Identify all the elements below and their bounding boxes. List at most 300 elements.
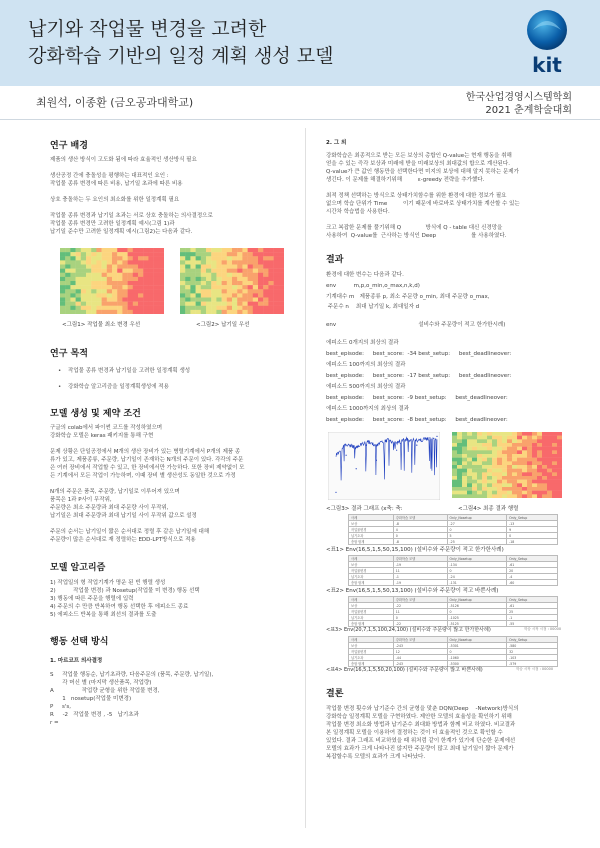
heatmap-cell	[107, 256, 112, 260]
heatmap-cell	[237, 248, 242, 252]
heatmap-cell	[201, 252, 206, 256]
heatmap-cell	[81, 260, 86, 264]
heatmap-cell	[487, 454, 492, 458]
heatmap-cell	[452, 439, 457, 443]
heatmap-cell	[112, 277, 117, 281]
heatmap-cell	[552, 461, 557, 465]
heatmap-cell	[512, 450, 517, 454]
heatmap-cell	[81, 306, 86, 310]
heatmap-cell	[138, 289, 143, 293]
heatmap-cell	[492, 454, 497, 458]
heatmap-cell	[227, 277, 232, 281]
table-cell: 4	[393, 527, 447, 533]
heatmap-cell	[227, 310, 232, 314]
heatmap-cell	[253, 277, 258, 281]
heatmap-cell	[60, 273, 65, 277]
heatmap-cell	[138, 298, 143, 302]
heatmap-cell	[497, 439, 502, 443]
heatmap-cell	[96, 265, 101, 269]
table-cell: 작업물변경	[349, 568, 394, 574]
heatmap-cell	[154, 256, 159, 260]
heatmap-cell	[242, 273, 247, 277]
heatmap-cell	[148, 269, 153, 273]
heatmap-cell	[122, 256, 127, 260]
heatmap-cell	[253, 248, 258, 252]
heatmap-cell	[482, 458, 487, 462]
heatmap-cell	[196, 269, 201, 273]
heatmap-cell	[107, 269, 112, 273]
heatmap-cell	[482, 461, 487, 465]
table-cell: 11	[393, 609, 447, 615]
model-p1a: 구글의 colab에서 파이썬 코드를 작성하였으며	[50, 425, 163, 431]
heatmap-cell	[206, 277, 211, 281]
heatmap-cell	[206, 306, 211, 310]
heatmap-cell	[122, 252, 127, 256]
heatmap-cell	[253, 265, 258, 269]
table-cell: 작업물변경	[349, 649, 394, 655]
heatmap-cell	[497, 483, 502, 487]
heatmap-cell	[60, 285, 65, 289]
heatmap-cell	[532, 447, 537, 451]
heatmap-cell	[206, 293, 211, 297]
heatmap-cell	[502, 447, 507, 451]
heatmap-cell	[537, 483, 542, 487]
heatmap-cell	[452, 480, 457, 484]
heatmap-cell	[190, 306, 195, 310]
heatmap-cell	[65, 269, 70, 273]
heatmap-cell	[216, 269, 221, 273]
heatmap-cell	[185, 277, 190, 281]
heatmap-cell	[467, 447, 472, 451]
heatmap-cell	[467, 439, 472, 443]
heatmap-cell	[522, 450, 527, 454]
heatmap-cell	[216, 302, 221, 306]
heatmap-cell	[472, 494, 477, 498]
heatmap-cell	[242, 281, 247, 285]
heatmap-cell	[222, 277, 227, 281]
heatmap-cell	[507, 480, 512, 484]
heatmap-cell	[76, 293, 81, 297]
heatmap-cell	[206, 310, 211, 314]
heatmap-cell	[487, 465, 492, 469]
heatmap-cell	[91, 302, 96, 306]
heatmap-cell	[482, 491, 487, 495]
heatmap-cell	[477, 458, 482, 462]
table-cell: Only_Setup	[507, 556, 558, 562]
policy-p1b: 얻을 수 있는 즉각 보상과 미래에 받을 미래보상의 최대값의 합으로 계산된다.	[326, 161, 510, 167]
table-cell: -5301	[447, 643, 507, 649]
table-cell: 11	[393, 568, 447, 574]
heatmap-cell	[472, 458, 477, 462]
heatmap-cell	[253, 310, 258, 314]
heatmap-cell	[487, 480, 492, 484]
university-logo	[516, 6, 578, 80]
heatmap-cell	[148, 252, 153, 256]
heatmap-cell	[462, 443, 467, 447]
heatmap-cell	[206, 298, 211, 302]
heatmap-cell	[180, 252, 185, 256]
algorithm-step1: 1) 작업일의 형 작업기계가 명운 된 빈 행렬 생성	[50, 580, 166, 586]
heatmap-cell	[557, 461, 562, 465]
heatmap-cell	[507, 458, 512, 462]
heatmap-cell	[60, 281, 65, 285]
heatmap-cell	[86, 310, 91, 314]
heatmap-cell	[532, 491, 537, 495]
table-cell: -8	[393, 521, 447, 527]
table2-caption: <표2> Env(16,5,1,5,50,13,100) (설비수와 주문량이 적고 바쁜사례)	[326, 588, 499, 594]
action-line6: R -2 작업물 변경 , -5 납기초과	[50, 712, 139, 718]
heatmap-cell	[91, 273, 96, 277]
heatmap-cell	[242, 252, 247, 256]
model-p3d: 납기일은 최대 주문량과 최대 납기일 사이 무작위 값으로 설정	[50, 513, 197, 519]
heatmap-cell	[557, 494, 562, 498]
heatmap-cell	[122, 298, 127, 302]
heatmap-cell	[532, 436, 537, 440]
heatmap-cell	[452, 469, 457, 473]
heatmap-cell	[91, 289, 96, 293]
heatmap-cell	[227, 306, 232, 310]
heatmap-cell	[537, 447, 542, 451]
heatmap-cell	[547, 491, 552, 495]
heatmap-cell	[227, 248, 232, 252]
model-p1b: 강화학습 모델은 keras 패키지를 통해 구현	[50, 433, 154, 439]
heatmap-cell	[527, 465, 532, 469]
heatmap-cell	[532, 458, 537, 462]
heatmap-cell	[222, 248, 227, 252]
heatmap-cell	[91, 285, 96, 289]
heatmap-cell	[248, 269, 253, 273]
heatmap-cell	[138, 256, 143, 260]
heatmap-cell	[547, 480, 552, 484]
heatmap-cell	[507, 454, 512, 458]
heatmap-cell	[457, 432, 462, 436]
heatmap-cell	[552, 436, 557, 440]
heatmap-cell	[159, 252, 164, 256]
heatmap-cell	[542, 454, 547, 458]
heatmap-cell	[522, 476, 527, 480]
policy-p1a: 강화학습은 최종적으로 받는 모든 보상의 총합인 Q-value는 현재 행동을 취해	[326, 153, 512, 159]
heatmap-cell	[472, 472, 477, 476]
heatmap-cell	[185, 260, 190, 264]
heatmap-cell	[477, 469, 482, 473]
heatmap-cell	[112, 293, 117, 297]
heatmap-cell	[542, 450, 547, 454]
heatmap-cell	[128, 252, 133, 256]
heatmap-cell	[512, 487, 517, 491]
heatmap-cell	[190, 269, 195, 273]
heatmap-cell	[487, 472, 492, 476]
heatmap-final-result	[452, 432, 562, 498]
heatmap-cell	[507, 491, 512, 495]
heatmap-cell	[274, 248, 279, 252]
heatmap-cell	[211, 289, 216, 293]
heatmap-cell	[128, 248, 133, 252]
heatmap-cell	[452, 461, 457, 465]
heatmap-cell	[537, 443, 542, 447]
heatmap-cell	[482, 469, 487, 473]
heatmap-cell	[206, 281, 211, 285]
model-p3c: 주문량은 최소 주문량과 최대 주문량 사이 무작위,	[50, 505, 169, 511]
conclusion-c5: 있었다. 결과 그래프 비교하였을 때 위처럼 같이 한계가 있기에 단순한 문제에선	[326, 738, 516, 744]
heatmap-cell	[547, 469, 552, 473]
heatmap-cell	[507, 472, 512, 476]
heatmap-cell	[138, 269, 143, 273]
heatmap-cell	[190, 256, 195, 260]
heatmap-cell	[492, 447, 497, 451]
heatmap-cell	[216, 289, 221, 293]
heatmap-cell	[527, 487, 532, 491]
heatmap-cell	[268, 260, 273, 264]
heatmap-cell	[237, 273, 242, 277]
heatmap-cell	[274, 302, 279, 306]
chart-point	[386, 441, 387, 442]
heatmap-cell	[138, 306, 143, 310]
heatmap-cell	[517, 450, 522, 454]
heatmap-cell	[242, 277, 247, 281]
heatmap-cell	[65, 302, 70, 306]
heatmap-cell	[222, 273, 227, 277]
action-line7: r =	[50, 720, 59, 726]
heatmap-cell	[522, 458, 527, 462]
heatmap-cell	[185, 265, 190, 269]
heatmap-cell	[148, 265, 153, 269]
section-algorithm-title: 모델 알고리즘	[50, 563, 106, 573]
heatmap-cell	[211, 285, 216, 289]
heatmap-cell	[552, 472, 557, 476]
heatmap-cell	[91, 281, 96, 285]
heatmap-cell	[487, 494, 492, 498]
heatmap-cell	[527, 450, 532, 454]
heatmap-cell	[492, 436, 497, 440]
heatmap-cell	[263, 260, 268, 264]
heatmap-cell	[492, 476, 497, 480]
table-cell: 납기초과	[349, 533, 394, 539]
heatmap-cell	[467, 465, 472, 469]
table-cell: -1025	[447, 615, 507, 621]
heatmap-cell	[117, 269, 122, 273]
heatmap-cell	[497, 447, 502, 451]
action-line3: A 작업량 균형을 위한 작업물 변경,	[50, 688, 160, 694]
table3-note: 학습 시작 시점 : 00000	[524, 627, 562, 631]
heatmap-cell	[206, 256, 211, 260]
heatmap-cell	[517, 487, 522, 491]
heatmap-cell	[81, 248, 86, 252]
table-cell: -1060	[447, 655, 507, 661]
heatmap-cell	[216, 256, 221, 260]
heatmap-cell	[76, 302, 81, 306]
heatmap-cell	[248, 260, 253, 264]
background-para4b: 작업물 종류 변경만 고려한 일정계획 예시(그림 1)과	[50, 221, 175, 227]
heatmap-cell	[96, 277, 101, 281]
section-model-title: 모델 생성 및 제약 조건	[50, 409, 141, 419]
heatmap-cell	[122, 306, 127, 310]
heatmap-cell	[201, 273, 206, 277]
heatmap-cell	[552, 469, 557, 473]
heatmap-cell	[527, 491, 532, 495]
heatmap-cell	[492, 461, 497, 465]
heatmap-cell	[492, 465, 497, 469]
heatmap-cell	[547, 487, 552, 491]
heatmap-cell	[274, 306, 279, 310]
heatmap-cell	[467, 472, 472, 476]
table-cell: -24	[447, 574, 507, 580]
heatmap-cell	[457, 476, 462, 480]
heatmap-cell	[216, 277, 221, 281]
heatmap-cell	[148, 310, 153, 314]
heatmap-cell	[507, 465, 512, 469]
heatmap-cell	[467, 454, 472, 458]
heatmap-cell	[237, 269, 242, 273]
heatmap-cell	[143, 289, 148, 293]
heatmap-cell	[70, 252, 75, 256]
heatmap-cell	[482, 432, 487, 436]
heatmap-cell	[201, 310, 206, 314]
heatmap-cell	[263, 306, 268, 310]
heatmap-cell	[211, 269, 216, 273]
heatmap-cell	[122, 289, 127, 293]
heatmap-cell	[180, 293, 185, 297]
heatmap-cell	[227, 289, 232, 293]
heatmap-cell	[542, 432, 547, 436]
heatmap-cell	[196, 265, 201, 269]
heatmap-cell	[497, 436, 502, 440]
table-cell: -55	[507, 621, 558, 627]
heatmap-cell	[472, 454, 477, 458]
heatmap-cell	[180, 256, 185, 260]
heatmap-cell	[502, 483, 507, 487]
heatmap-cell	[457, 487, 462, 491]
heatmap-cell	[502, 476, 507, 480]
heatmap-cell	[552, 483, 557, 487]
heatmap-cell	[472, 450, 477, 454]
heatmap-cell	[507, 436, 512, 440]
heatmap-cell	[517, 494, 522, 498]
heatmap-setup-min	[60, 248, 164, 314]
heatmap-cell	[154, 306, 159, 310]
heatmap-cell	[452, 494, 457, 498]
table-cell: 0	[447, 527, 507, 533]
heatmap-cell	[457, 439, 462, 443]
heatmap-cell	[148, 289, 153, 293]
heatmap-cell	[492, 443, 497, 447]
heatmap-cell	[211, 260, 216, 264]
heatmap-cell	[492, 487, 497, 491]
policy-p3a: 크고 복잡한 문제를 풀기위해 Q 방식에 Q - table 대신 신경망을	[326, 225, 503, 231]
heatmap-cell	[477, 487, 482, 491]
heatmap-cell	[81, 285, 86, 289]
heatmap-cell	[467, 458, 472, 462]
heatmap-cell	[527, 439, 532, 443]
heatmap-cell	[268, 265, 273, 269]
table-cell: -19	[393, 580, 447, 586]
heatmap-cell	[237, 289, 242, 293]
heatmap-cell	[227, 260, 232, 264]
heatmap-cell	[91, 306, 96, 310]
heatmap-cell	[133, 248, 138, 252]
heatmap-cell	[457, 469, 462, 473]
heatmap-cell	[274, 310, 279, 314]
heatmap-cell	[232, 302, 237, 306]
heatmap-cell	[232, 273, 237, 277]
heatmap-cell	[65, 289, 70, 293]
results-r13: best_episode: best_score: -8 best_setup: best_deadlineover:	[326, 417, 508, 423]
heatmap-cell	[102, 277, 107, 281]
heatmap-cell	[180, 260, 185, 264]
heatmap-cell	[185, 285, 190, 289]
heatmap-cell	[76, 281, 81, 285]
heatmap-cell	[537, 465, 542, 469]
heatmap-cell	[232, 252, 237, 256]
heatmap-cell	[201, 260, 206, 264]
heatmap-cell	[487, 458, 492, 462]
heatmap-cell	[76, 256, 81, 260]
heatmap-cell	[242, 265, 247, 269]
heatmap-cell	[81, 265, 86, 269]
heatmap-cell	[512, 476, 517, 480]
heatmap-cell	[467, 483, 472, 487]
heatmap-cell	[512, 461, 517, 465]
heatmap-cell	[512, 436, 517, 440]
title-line1: 납기와 작업물 변경을 고려한	[28, 18, 267, 40]
heatmap-cell	[274, 289, 279, 293]
heatmap-cell	[482, 450, 487, 454]
heatmap-cell	[143, 306, 148, 310]
figure3-caption: <그림3> 결과 그래프 (x축: 축:	[326, 506, 403, 512]
heatmap-cell	[107, 310, 112, 314]
heatmap-cell	[462, 483, 467, 487]
conclusion-c7: 복잡할수록 모델의 효과가 크게 나타났다.	[326, 754, 426, 760]
heatmap-cell	[452, 472, 457, 476]
heatmap-cell	[557, 443, 562, 447]
heatmap-cell	[159, 273, 164, 277]
heatmap-cell	[180, 289, 185, 293]
table-cell: 강화학습 모델	[393, 637, 447, 643]
heatmap-cell	[557, 476, 562, 480]
heatmap-cell	[222, 302, 227, 306]
heatmap-cell	[222, 289, 227, 293]
heatmap-cell	[216, 306, 221, 310]
heatmap-cell	[196, 248, 201, 252]
heatmap-cell	[227, 293, 232, 297]
heatmap-cell	[522, 494, 527, 498]
heatmap-cell	[112, 298, 117, 302]
heatmap-cell	[532, 465, 537, 469]
heatmap-cell	[211, 277, 216, 281]
results-r10: 에피소드 500까지의 최상의 결과	[326, 384, 406, 390]
policy-p2a: 최적 정책 선택하는 방식으로 상태가치함수를 위한 환경에 대한 정보가 필요	[326, 193, 507, 199]
heatmap-cell	[148, 293, 153, 297]
heatmap-cell	[462, 461, 467, 465]
heatmap-cell	[497, 472, 502, 476]
heatmap-cell	[227, 285, 232, 289]
heatmap-cell	[159, 277, 164, 281]
heatmap-cell	[222, 256, 227, 260]
heatmap-cell	[517, 443, 522, 447]
policy-p1c: Q-value가 큰 값인 행동만을 선택한다면 미지의 보상에 대해 알지 못하는 문제가	[326, 169, 519, 175]
heatmap-cell	[91, 260, 96, 264]
heatmap-cell	[159, 310, 164, 314]
heatmap-cell	[112, 285, 117, 289]
heatmap-cell	[143, 260, 148, 264]
heatmap-cell	[102, 269, 107, 273]
heatmap-cell	[517, 458, 522, 462]
heatmap-cell	[81, 277, 86, 281]
model-p3a: N개의 주문은 품목, 주문량, 납기일로 이루어져 있으며	[50, 489, 180, 495]
heatmap-cell	[279, 302, 284, 306]
heatmap-cell	[128, 306, 133, 310]
table-cell: 보상	[349, 603, 394, 609]
result-table-1	[348, 514, 558, 545]
